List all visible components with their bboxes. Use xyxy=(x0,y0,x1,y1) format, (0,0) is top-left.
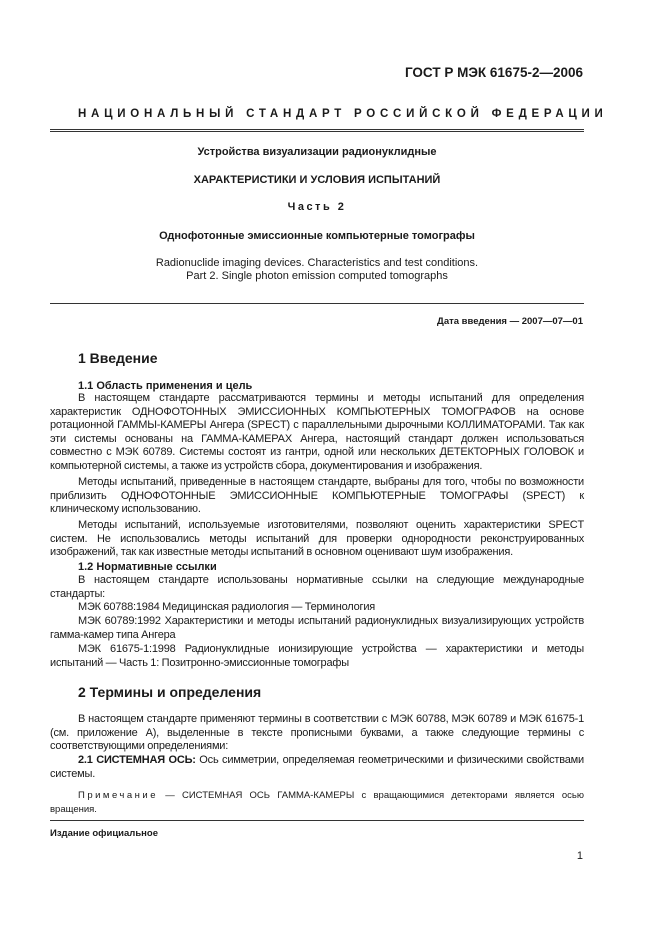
paragraph-normative-intro: В настоящем стандарте использованы нормативные ссылки на следующие международные стандарты: xyxy=(50,574,584,600)
definition-text: Ось симметрии, определяемая геометрическими и физическими свойствами системы. xyxy=(50,754,584,780)
note-system-axis xyxy=(50,789,584,816)
header-rule-top xyxy=(50,129,584,130)
date-rule xyxy=(50,303,584,304)
subsection-1-2-heading: 1.2 Нормативные ссылки xyxy=(78,561,217,573)
reference-iec-60789: МЭК 60789:1992 Характеристики и методы испытаний радионуклидных визуализирующих устройств гамма-камер типа Ангера xyxy=(50,615,584,641)
title-part: Часть 2 xyxy=(287,201,347,213)
section-1-heading: 1 Введение xyxy=(78,350,158,366)
paragraph-scope: В настоящем стандарте рассматриваются термины и методы испытаний для определения характеристик ОДНОФОТОННЫХ ЭМИССИОННЫХ КОМПЬЮТЕРНЫХ ТОМОГРАФОВ на основе ротационной ГАММЫ-КАМЕРЫ Ангера (SPECT) с параллельными дырочными КОЛЛИМАТОРАМИ. Так как эти системы основаны на ГАММА-КАМЕРАХ Ангера, настоящий стандарт должен использоваться совместно с МЭК 60789. Системы состоят из гантри, одной или нескольких ДЕТЕКТОРНЫХ ГОЛОВОК и компьютерной системы, а также из устройств сбора, документирования и изображения. xyxy=(50,392,584,472)
page-number: 1 xyxy=(576,850,583,862)
definition-label: 2.1 СИСТЕМНАЯ ОСЬ: xyxy=(78,754,196,766)
subsection-1-1-heading: 1.1 Область применения и цель xyxy=(78,380,253,392)
title-line-2: ХАРАКТЕРИСТИКИ И УСЛОВИЯ ИСПЫТАНИЙ xyxy=(193,174,441,186)
paragraph-terms: В настоящем стандарте применяют термины в соответствии с МЭК 60788, МЭК 60789 и МЭК 61675-1 (см. приложение А), выделенные в тексте прописными буквами, а также следующие термины с соответствующими определениями: xyxy=(50,713,584,753)
title-english-2: Part 2. Single photon emission computed tomographs xyxy=(186,270,448,282)
national-standard-banner: НАЦИОНАЛЬНЫЙ СТАНДАРТ РОССИЙСКОЙ ФЕДЕРАЦИИ xyxy=(78,108,608,120)
title-line-1: Устройства визуализации радионуклидные xyxy=(197,146,437,158)
reference-iec-60788: МЭК 60788:1984 Медицинская радиология — Терминология xyxy=(78,601,376,613)
introduction-date: Дата введения — 2007—07—01 xyxy=(437,316,583,327)
standard-code: ГОСТ Р МЭК 61675-2—2006 xyxy=(404,65,583,80)
title-english-1: Radionuclide imaging devices. Characteristics and test conditions. xyxy=(155,257,479,269)
section-2-heading: 2 Термины и определения xyxy=(78,684,262,700)
paragraph-manufacturer-methods: Методы испытаний, используемые изготовителями, позволяют оценить характеристики SPECT систем. Не использовались методы испытаний для проверки однородности реконструированных изображений, так как известные методы испытаний в основном оценивают шум изображения. xyxy=(50,519,584,559)
note-label: Примечание xyxy=(78,790,158,801)
note-text: — СИСТЕМНАЯ ОСЬ ГАММА-КАМЕРЫ с вращающимися детекторами является осью вращения. xyxy=(50,790,584,815)
title-line-3: Однофотонные эмиссионные компьютерные томографы xyxy=(159,230,475,242)
definition-system-axis xyxy=(50,754,584,781)
reference-iec-61675-1: МЭК 61675-1:1998 Радионуклидные ионизирующие устройства — характеристики и методы испытаний — Часть 1: Позитронно-эмиссионные томографы xyxy=(50,643,584,669)
header-rule-bottom xyxy=(50,131,584,132)
footer-rule xyxy=(50,820,584,821)
paragraph-methods: Методы испытаний, приведенные в настоящем стандарте, выбраны для того, чтобы по возможности приблизить ОДНОФОТОННЫЕ ЭМИССИОННЫЕ КОМПЬЮТЕРНЫЕ ТОМОГРАФЫ (SPECT) к клиническому использованию. xyxy=(50,476,584,516)
official-edition-label: Издание официальное xyxy=(50,828,158,839)
